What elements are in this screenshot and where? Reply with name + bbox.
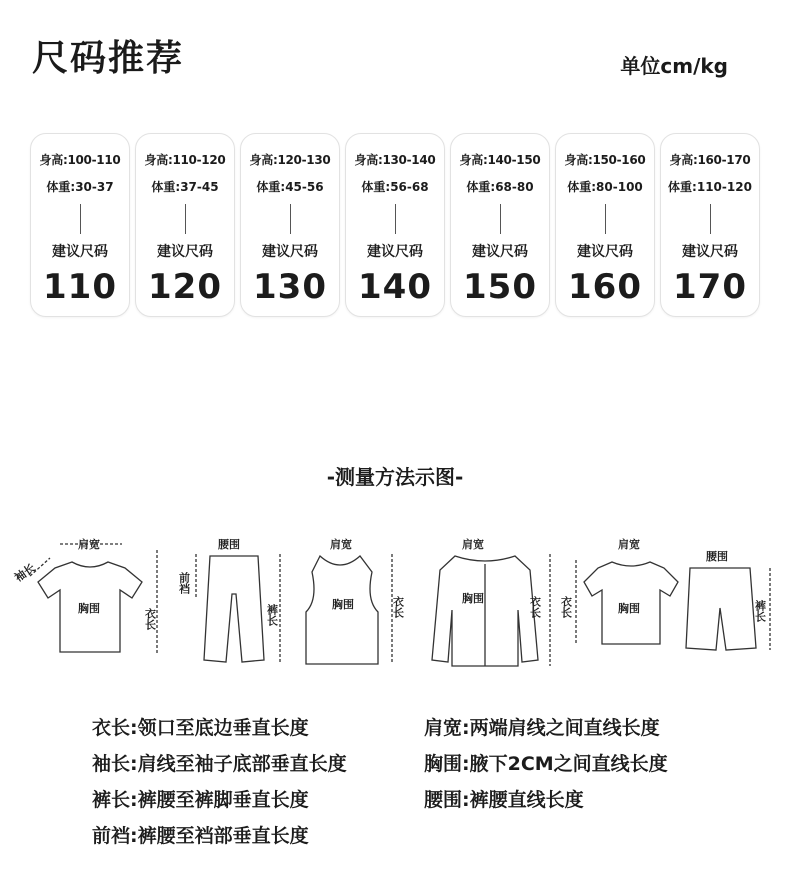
pants-length-label: 裤长	[753, 600, 767, 622]
divider-line	[500, 204, 501, 234]
card-weight-range: 体重:68-80	[466, 180, 534, 194]
waist-label: 腰围	[218, 538, 240, 551]
divider-line	[605, 204, 606, 234]
jacket-diagram	[432, 537, 550, 666]
divider-line	[80, 204, 81, 234]
pants-outline	[204, 556, 264, 662]
size-card-170	[660, 133, 760, 317]
chest-label: 胸围	[78, 602, 100, 615]
definition-sleeve: 袖长:肩线至袖子底部垂直长度	[92, 753, 347, 775]
card-size-value: 110	[43, 267, 117, 307]
card-recommend-label: 建议尺码	[262, 244, 318, 260]
divider-line	[185, 204, 186, 234]
card-recommend-label: 建议尺码	[157, 244, 213, 260]
card-size-value: 150	[463, 267, 537, 307]
card-height-range: 身高:110-120	[144, 153, 226, 167]
length-label: 衣长	[391, 596, 405, 618]
length-label: 衣长	[528, 596, 542, 618]
card-recommend-label: 建议尺码	[367, 244, 423, 260]
card-size-value: 130	[253, 267, 327, 307]
definition-pants: 裤长:裤腰至裤脚垂直长度	[92, 789, 309, 811]
length-label: 衣长	[143, 608, 157, 630]
divider-line	[395, 204, 396, 234]
size-card-130	[240, 133, 340, 317]
waist-label: 腰围	[706, 550, 728, 563]
definition-waist: 腰围:裤腰直线长度	[424, 789, 584, 811]
page-title: 尺码推荐	[32, 38, 185, 79]
card-recommend-label: 建议尺码	[472, 244, 528, 260]
unit-label: 单位cm/kg	[620, 54, 728, 78]
card-weight-range: 体重:37-45	[151, 180, 219, 194]
size-card-110	[30, 133, 130, 317]
chest-label: 胸围	[462, 592, 484, 605]
card-recommend-label: 建议尺码	[577, 244, 633, 260]
card-height-range: 身高:120-130	[249, 153, 331, 167]
card-size-value: 140	[358, 267, 432, 307]
card-weight-range: 体重:45-56	[256, 180, 324, 194]
tank-top-diagram	[306, 537, 405, 664]
shoulder-label: 肩宽	[330, 538, 352, 551]
card-size-value: 160	[568, 267, 642, 307]
size-card-140	[345, 133, 445, 317]
set-diagram	[560, 537, 771, 650]
shoulder-label: 肩宽	[462, 538, 484, 551]
divider-line	[710, 204, 711, 234]
card-height-range: 身高:140-150	[459, 153, 541, 167]
size-card-160	[555, 133, 655, 317]
divider-line	[290, 204, 291, 234]
card-weight-range: 体重:110-120	[668, 180, 752, 194]
measurement-diagrams	[0, 520, 790, 680]
length-label: 衣长	[559, 596, 573, 618]
size-card-list	[30, 133, 760, 319]
definition-chest: 胸围:腋下2CM之间直线长度	[424, 753, 668, 775]
card-height-range: 身高:130-140	[354, 153, 436, 167]
chest-label: 胸围	[618, 602, 640, 615]
definition-length: 衣长:领口至底边垂直长度	[92, 717, 309, 739]
pants-length-label: 裤长	[265, 604, 279, 626]
definition-shoulder: 肩宽:两端肩线之间直线长度	[424, 717, 660, 739]
rise-label: 前裆	[177, 572, 191, 594]
card-recommend-label: 建议尺码	[682, 244, 738, 260]
shoulder-label: 肩宽	[618, 538, 640, 551]
card-size-value: 170	[673, 267, 747, 307]
measure-section-title: -测量方法示图-	[326, 465, 464, 489]
tshirt-diagram	[12, 537, 157, 655]
card-weight-range: 体重:30-37	[46, 180, 114, 194]
card-height-range: 身高:150-160	[564, 153, 646, 167]
size-card-120	[135, 133, 235, 317]
card-height-range: 身高:160-170	[669, 153, 751, 167]
definition-rise: 前裆:裤腰至裆部垂直长度	[92, 825, 309, 847]
card-weight-range: 体重:56-68	[361, 180, 429, 194]
pants-diagram	[178, 537, 281, 662]
chest-label: 胸围	[332, 598, 354, 611]
shoulder-label: 肩宽	[78, 538, 100, 551]
card-weight-range: 体重:80-100	[567, 180, 643, 194]
card-height-range: 身高:100-110	[39, 153, 121, 167]
shorts-outline	[686, 568, 756, 650]
sleeve-label: 袖长	[12, 561, 38, 585]
card-recommend-label: 建议尺码	[52, 244, 108, 260]
card-size-value: 120	[148, 267, 222, 307]
size-card-150	[450, 133, 550, 317]
